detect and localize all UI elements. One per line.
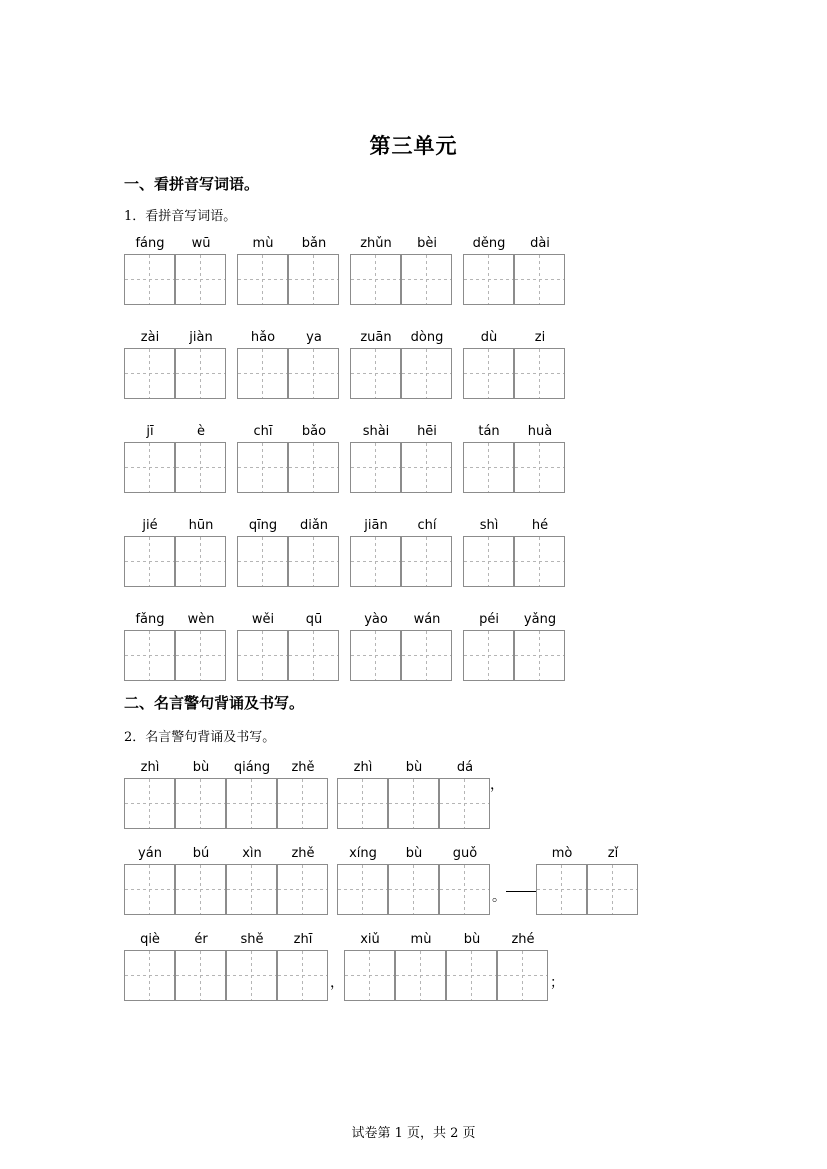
pinyin-label: ya bbox=[306, 330, 322, 345]
pinyin-label: qīng bbox=[248, 518, 278, 533]
pinyin-label: wèn bbox=[187, 612, 215, 627]
writing-box[interactable] bbox=[514, 442, 565, 493]
writing-box[interactable] bbox=[124, 950, 175, 1001]
writing-box[interactable] bbox=[226, 950, 277, 1001]
pinyin-label: xìn bbox=[242, 846, 262, 861]
pinyin-label: bù bbox=[405, 760, 423, 775]
pinyin-label: děng bbox=[472, 236, 506, 251]
pinyin-label: fǎng bbox=[135, 612, 165, 627]
pinyin-label: guǒ bbox=[452, 846, 478, 861]
writing-box[interactable] bbox=[237, 348, 288, 399]
pinyin-label: shì bbox=[479, 518, 499, 533]
writing-box[interactable] bbox=[124, 778, 175, 829]
writing-box[interactable] bbox=[124, 630, 175, 681]
pinyin-label: dù bbox=[480, 330, 498, 345]
writing-box[interactable] bbox=[463, 442, 514, 493]
writing-box[interactable] bbox=[463, 254, 514, 305]
pinyin-label: fáng bbox=[135, 236, 165, 251]
pinyin-label: qiáng bbox=[233, 760, 271, 775]
writing-box[interactable] bbox=[175, 630, 226, 681]
em-dash-line bbox=[506, 891, 536, 892]
writing-box[interactable] bbox=[237, 630, 288, 681]
writing-box[interactable] bbox=[350, 442, 401, 493]
pinyin-label: bù bbox=[405, 846, 423, 861]
writing-box[interactable] bbox=[288, 630, 339, 681]
writing-box[interactable] bbox=[514, 254, 565, 305]
pinyin-label: wěi bbox=[251, 612, 275, 627]
writing-box[interactable] bbox=[514, 630, 565, 681]
writing-box[interactable] bbox=[175, 778, 226, 829]
pinyin-label: yán bbox=[138, 846, 162, 861]
pinyin-label: wán bbox=[413, 612, 441, 627]
writing-box[interactable] bbox=[587, 864, 638, 915]
writing-box[interactable] bbox=[388, 778, 439, 829]
pinyin-label: bèi bbox=[417, 236, 437, 251]
writing-box[interactable] bbox=[350, 254, 401, 305]
pinyin-label: zhī bbox=[293, 932, 313, 947]
writing-box[interactable] bbox=[175, 254, 226, 305]
pinyin-label: zài bbox=[140, 330, 160, 345]
pinyin-label: zuān bbox=[360, 330, 392, 345]
writing-box[interactable] bbox=[337, 778, 388, 829]
pinyin-label: zǐ bbox=[607, 846, 619, 861]
pinyin-label: jī bbox=[146, 424, 154, 439]
page-footer: 试卷第 1 页，共 2 页 bbox=[351, 1126, 476, 1141]
pinyin-label: dá bbox=[456, 760, 474, 775]
writing-box[interactable] bbox=[175, 536, 226, 587]
writing-box[interactable] bbox=[344, 950, 395, 1001]
writing-box[interactable] bbox=[124, 254, 175, 305]
writing-box[interactable] bbox=[388, 864, 439, 915]
pinyin-label: jiān bbox=[364, 518, 388, 533]
writing-box[interactable] bbox=[288, 254, 339, 305]
pinyin-label: yào bbox=[364, 612, 388, 627]
pinyin-label: zhé bbox=[511, 932, 535, 947]
pinyin-label: hūn bbox=[188, 518, 214, 533]
writing-box[interactable] bbox=[226, 778, 277, 829]
pinyin-label: shài bbox=[362, 424, 390, 439]
writing-box[interactable] bbox=[463, 536, 514, 587]
writing-box[interactable] bbox=[497, 950, 548, 1001]
writing-box[interactable] bbox=[439, 864, 490, 915]
pinyin-label: mù bbox=[410, 932, 432, 947]
writing-box[interactable] bbox=[401, 442, 452, 493]
writing-box[interactable] bbox=[446, 950, 497, 1001]
pinyin-label: hēi bbox=[417, 424, 437, 439]
pinyin-label: bú bbox=[192, 846, 210, 861]
pinyin-label: zhì bbox=[140, 760, 160, 775]
pinyin-label: mò bbox=[551, 846, 573, 861]
writing-box[interactable] bbox=[277, 864, 328, 915]
pinyin-label: xíng bbox=[349, 846, 377, 861]
pinyin-label: hé bbox=[531, 518, 549, 533]
writing-box[interactable] bbox=[237, 254, 288, 305]
pinyin-label: zhě bbox=[291, 846, 315, 861]
writing-box[interactable] bbox=[350, 536, 401, 587]
pinyin-label: ér bbox=[194, 932, 208, 947]
punctuation: ， bbox=[490, 777, 504, 793]
writing-box[interactable] bbox=[401, 254, 452, 305]
pinyin-label: dài bbox=[530, 236, 550, 251]
pinyin-label: dòng bbox=[410, 330, 444, 345]
punctuation: ， bbox=[330, 975, 344, 991]
pinyin-label: chī bbox=[253, 424, 273, 439]
writing-box[interactable] bbox=[514, 536, 565, 587]
writing-box[interactable] bbox=[124, 864, 175, 915]
writing-box[interactable] bbox=[337, 864, 388, 915]
writing-box[interactable] bbox=[288, 348, 339, 399]
pinyin-label: bù bbox=[192, 760, 210, 775]
section-heading-1: 一、看拼音写词语。 bbox=[124, 175, 260, 193]
pinyin-label: zhě bbox=[291, 760, 315, 775]
pinyin-label: wū bbox=[191, 236, 211, 251]
pinyin-label: huà bbox=[527, 424, 553, 439]
writing-box[interactable] bbox=[277, 950, 328, 1001]
writing-box[interactable] bbox=[350, 630, 401, 681]
pinyin-label: diǎn bbox=[299, 518, 329, 533]
writing-box[interactable] bbox=[226, 864, 277, 915]
pinyin-label: zi bbox=[534, 330, 546, 345]
writing-box[interactable] bbox=[237, 536, 288, 587]
pinyin-label: bù bbox=[463, 932, 481, 947]
pinyin-label: shě bbox=[240, 932, 264, 947]
pinyin-label: chí bbox=[417, 518, 437, 533]
pinyin-label: bǎo bbox=[301, 424, 327, 439]
writing-box[interactable] bbox=[175, 442, 226, 493]
writing-box[interactable] bbox=[536, 864, 587, 915]
writing-box[interactable] bbox=[175, 864, 226, 915]
pinyin-label: jiàn bbox=[189, 330, 213, 345]
punctuation: 。 bbox=[492, 889, 506, 905]
pinyin-label: hǎo bbox=[250, 330, 276, 345]
writing-box[interactable] bbox=[124, 536, 175, 587]
punctuation: ； bbox=[550, 975, 564, 991]
writing-box[interactable] bbox=[401, 348, 452, 399]
writing-box[interactable] bbox=[350, 348, 401, 399]
pinyin-label: zhì bbox=[353, 760, 373, 775]
pinyin-label: mù bbox=[252, 236, 274, 251]
writing-box[interactable] bbox=[395, 950, 446, 1001]
writing-box[interactable] bbox=[277, 778, 328, 829]
pinyin-label: xiǔ bbox=[360, 932, 380, 947]
pinyin-label: qiè bbox=[140, 932, 160, 947]
pinyin-label: bǎn bbox=[301, 236, 327, 251]
pinyin-label: zhǔn bbox=[360, 236, 392, 251]
pinyin-label: péi bbox=[479, 612, 499, 627]
pinyin-label: tán bbox=[478, 424, 500, 439]
pinyin-label: yǎng bbox=[523, 612, 557, 627]
writing-box[interactable] bbox=[175, 950, 226, 1001]
writing-box[interactable] bbox=[288, 442, 339, 493]
writing-box[interactable] bbox=[124, 442, 175, 493]
writing-box[interactable] bbox=[439, 778, 490, 829]
section-heading-2: 二、名言警句背诵及书写。 bbox=[124, 694, 305, 712]
writing-box[interactable] bbox=[124, 348, 175, 399]
writing-box[interactable] bbox=[401, 536, 452, 587]
question-1: 1．看拼音写词语。 bbox=[124, 209, 237, 224]
writing-box[interactable] bbox=[288, 536, 339, 587]
writing-box[interactable] bbox=[463, 630, 514, 681]
pinyin-label: qū bbox=[305, 612, 323, 627]
writing-box[interactable] bbox=[175, 348, 226, 399]
writing-box[interactable] bbox=[237, 442, 288, 493]
pinyin-label: è bbox=[197, 424, 205, 439]
question-2: 2．名言警句背诵及书写。 bbox=[124, 730, 276, 745]
page-title: 第三单元 bbox=[369, 133, 458, 158]
writing-box[interactable] bbox=[514, 348, 565, 399]
writing-box[interactable] bbox=[463, 348, 514, 399]
pinyin-label: jié bbox=[142, 518, 158, 533]
writing-box[interactable] bbox=[401, 630, 452, 681]
